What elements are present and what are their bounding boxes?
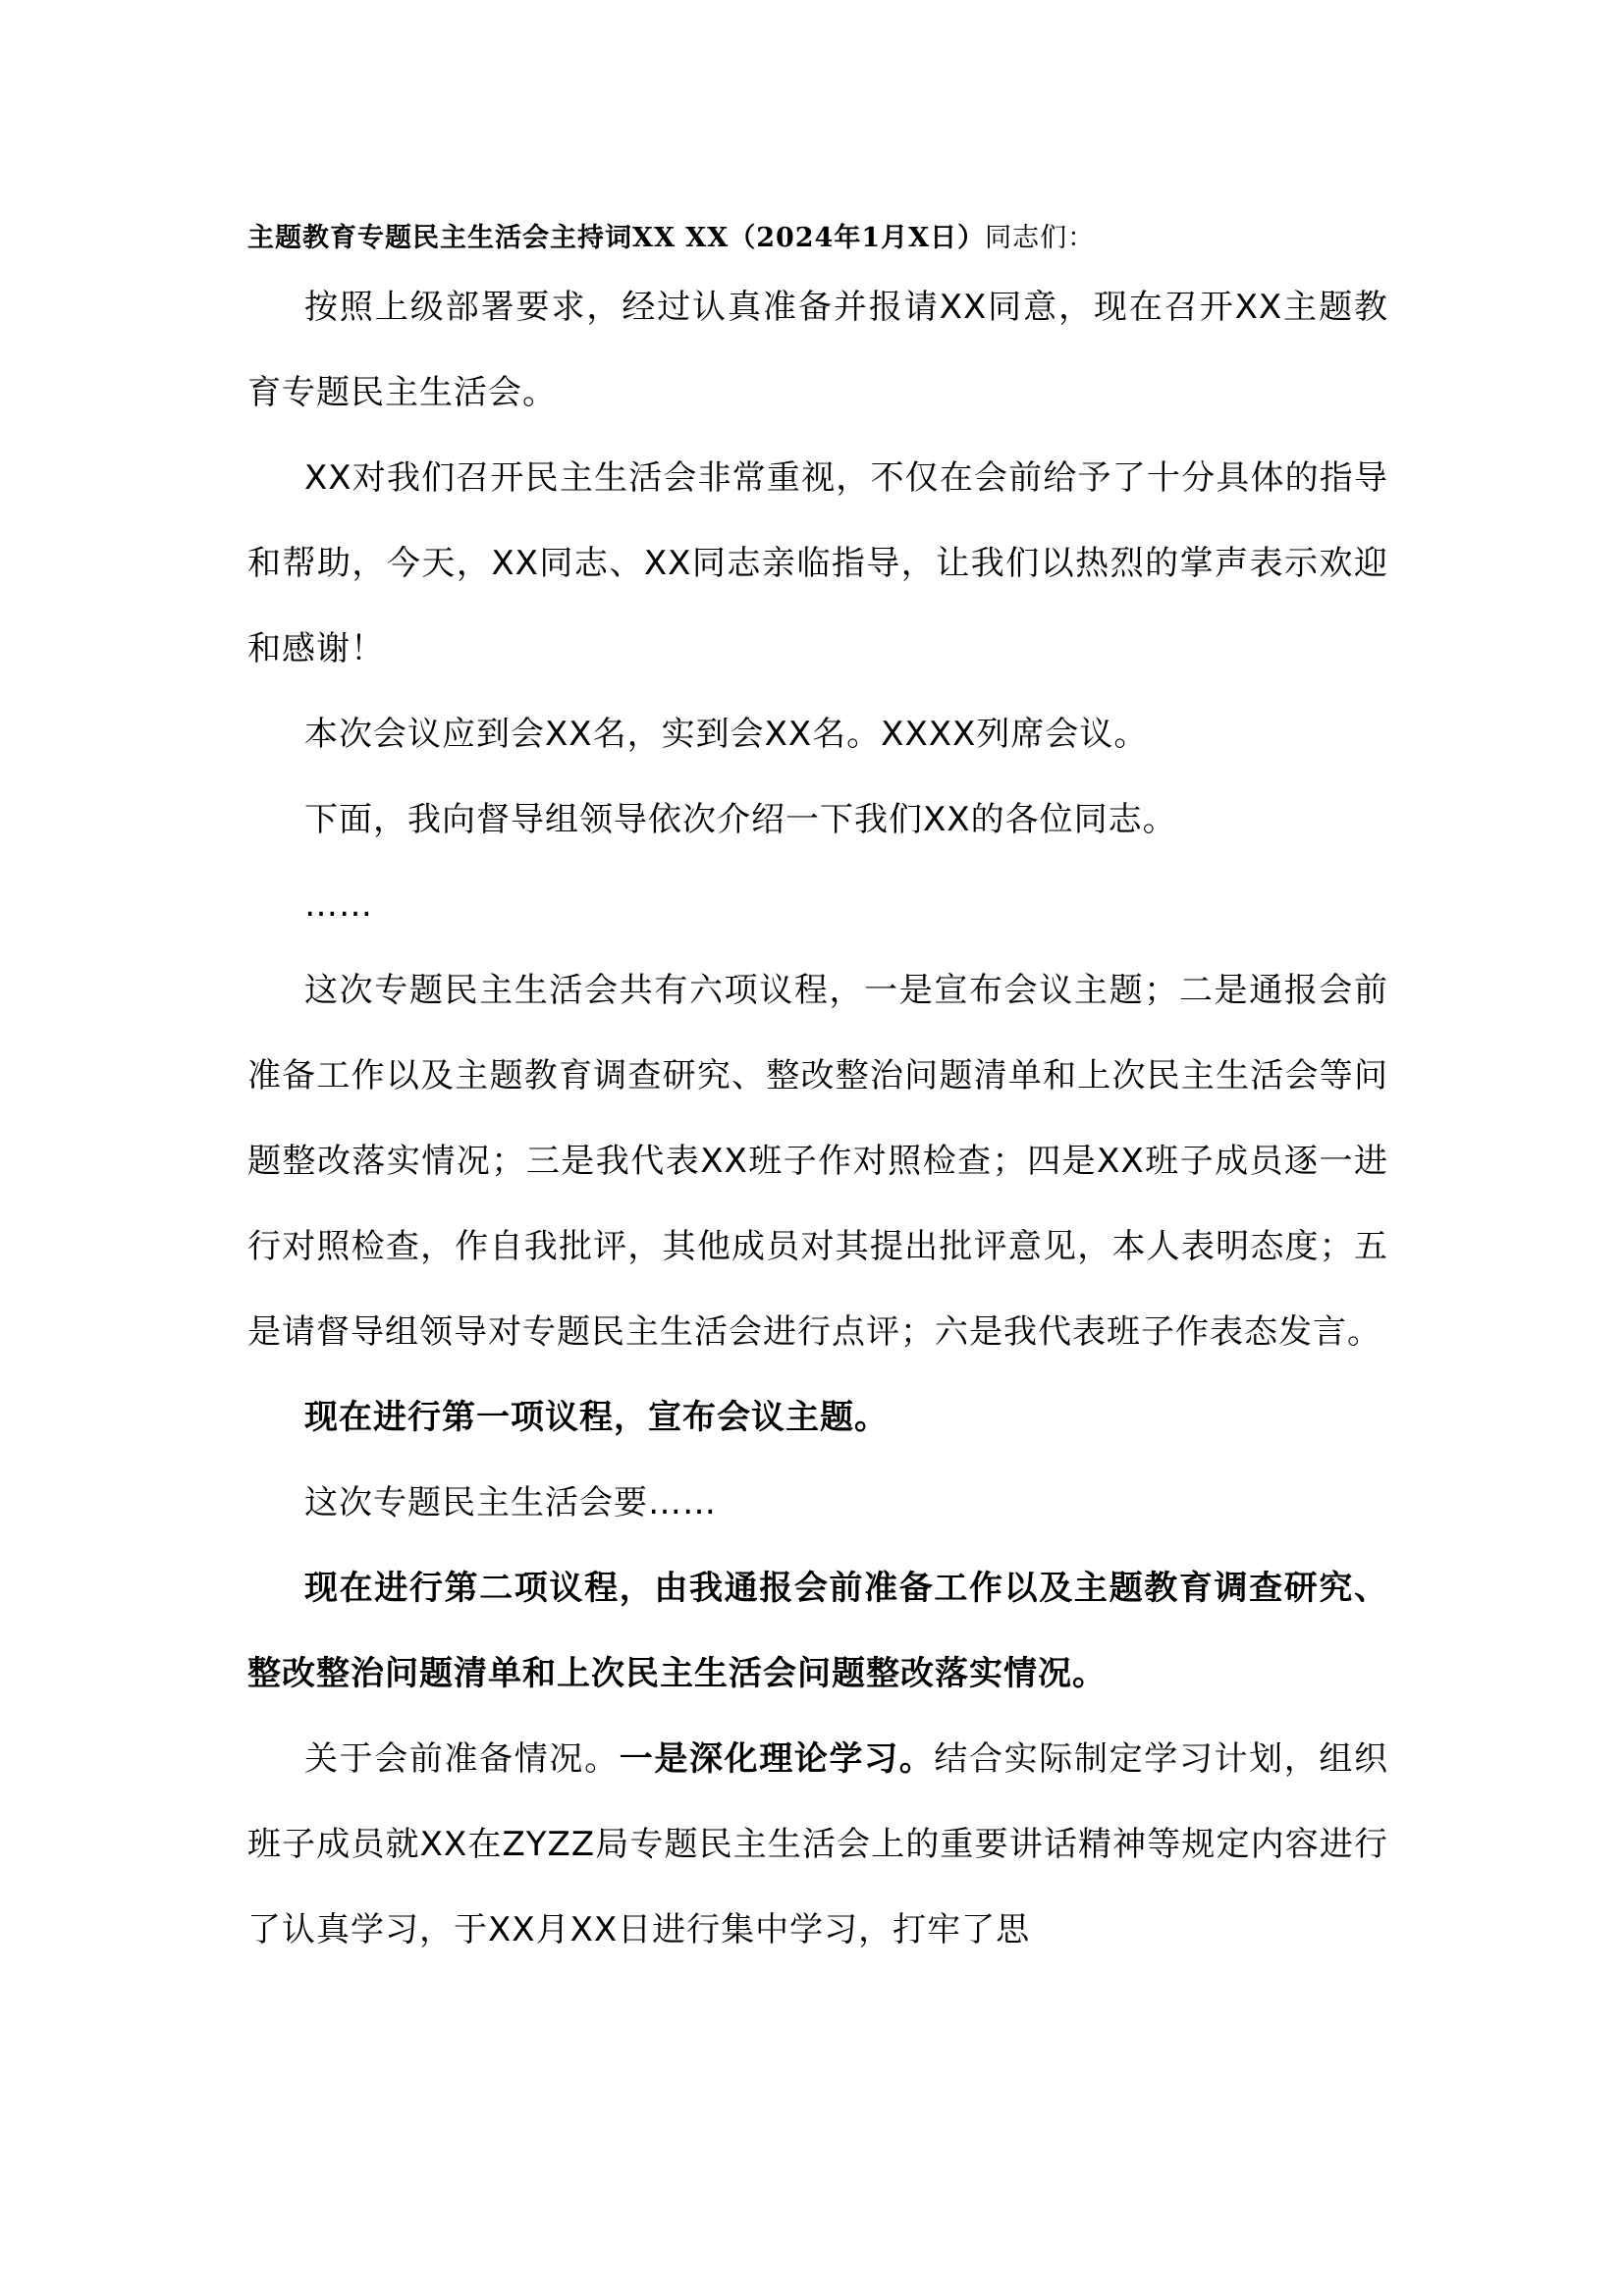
document-title xyxy=(247,214,1388,263)
paragraph-ellipsis: …… xyxy=(304,885,373,925)
salutation: 同志们： xyxy=(985,223,1096,253)
paragraph-preparation xyxy=(247,1717,1388,1973)
paragraph-introduction: 下面，我向督导组领导依次介绍一下我们XX的各位同志。 xyxy=(304,800,1177,839)
paragraph-theme: 这次专题民主生活会要…… xyxy=(304,1483,717,1522)
heading-agenda-item-1: 现在进行第一项议程，宣布会议主题。 xyxy=(304,1398,889,1437)
heading-agenda-item-2: 现在进行第二项议程，由我通报会前准备工作以及主题教育调查研究、整改整治问题清单和上次民主生活会问题整改落实情况。 xyxy=(247,1569,1388,1693)
preparation-detail: 结合实际制定学习计划，组织班子成员就XX在ZYZZ局专题民主生活会上的重要讲话精神等规定内容进行了认真学习，于XX月XX日进行集中学习，打牢了思 xyxy=(247,1739,1389,1949)
title-text: 主题教育专题民主生活会主持词XX XX（2024年1月X日） xyxy=(247,223,986,253)
document-page xyxy=(247,214,1388,1973)
paragraph-welcome: XX对我们召开民主生活会非常重视，不仅在会前给予了十分具体的指导和帮助，今天，XX同志、XX同志亲临指导，让我们以热烈的掌声表示欢迎和感谢！ xyxy=(247,458,1388,668)
paragraph-attendance: 本次会议应到会XX名，实到会XX名。XXXX列席会议。 xyxy=(304,715,1149,754)
paragraph-opening: 按照上级部署要求，经过认真准备并报请XX同意，现在召开XX主题教育专题民主生活会。 xyxy=(247,288,1388,412)
preparation-point-1: 一是深化理论学习。 xyxy=(619,1739,935,1779)
preparation-lead: 关于会前准备情况。 xyxy=(304,1739,620,1779)
paragraph-agenda: 这次专题民主生活会共有六项议程，一是宣布会议主题；二是通报会前准备工作以及主题教育调查研究、整改整治问题清单和上次民主生活会等问题整改落实情况；三是我代表XX班子作对照检查；四是XX班子成员逐一进行对照检查，作自我批评，其他成员对其提出批评意见，本人表明态度；五是请督导组领导对专题民主生活会进行点评；六是我代表班子作表态发言。 xyxy=(247,971,1388,1352)
